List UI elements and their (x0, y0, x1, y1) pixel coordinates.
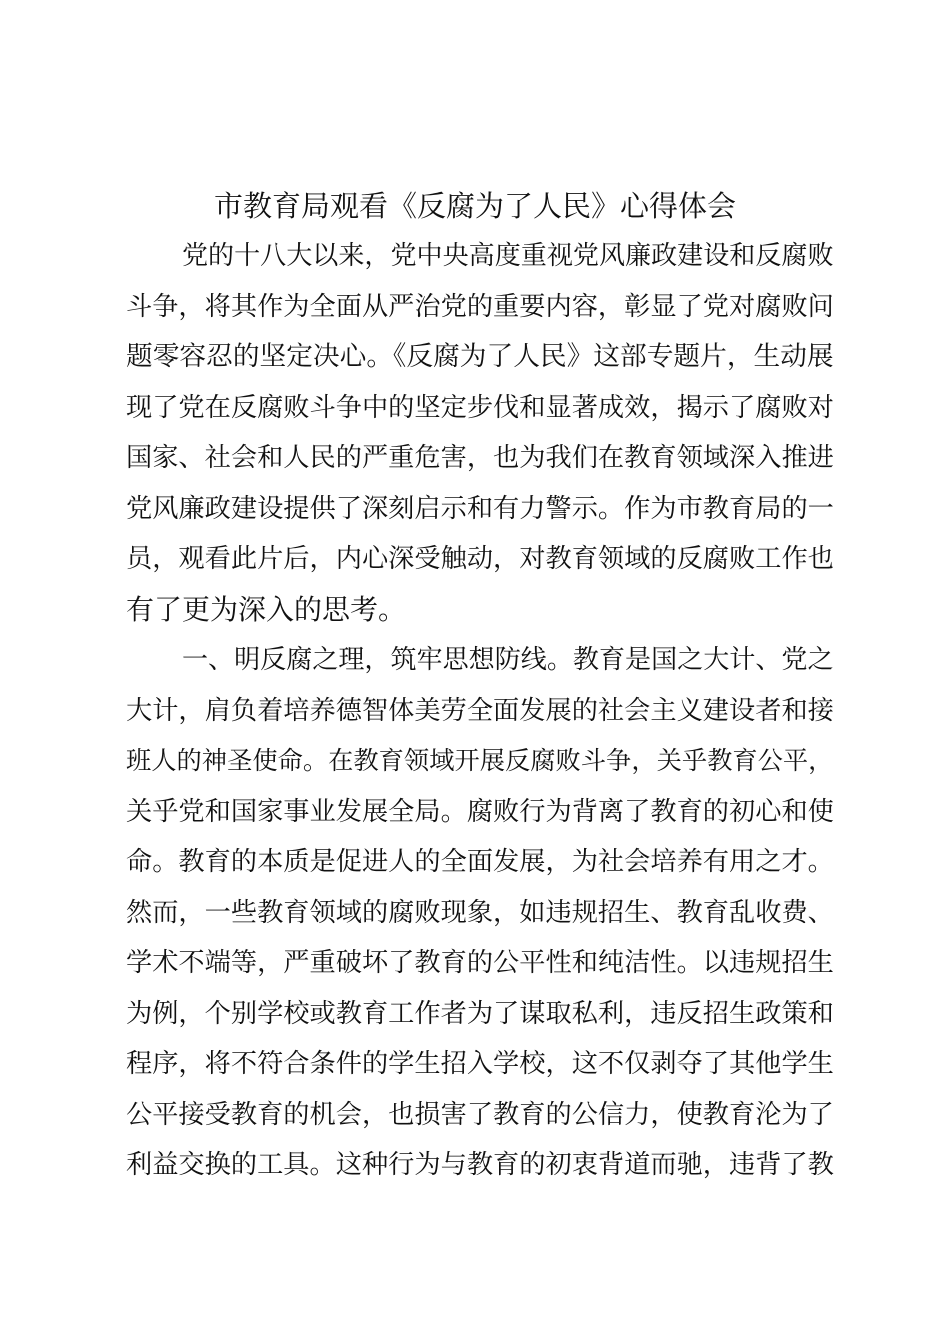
document-title: 市教育局观看《反腐为了人民》心得体会 (213, 189, 736, 223)
paragraph-line: 斗争，将其作为全面从严治党的重要内容，彰显了党对腐败问 (126, 291, 834, 322)
paragraph-line: 一、明反腐之理，筑牢思想防线。教育是国之大计、党之 (182, 645, 834, 675)
paragraph-line: 党的十八大以来，党中央高度重视党风廉政建设和反腐败 (182, 241, 834, 271)
paragraph-line: 有了更为深入的思考。 (126, 592, 407, 626)
paragraph-line: 大计，肩负着培养德智体美劳全面发展的社会主义建设者和接 (126, 695, 834, 726)
paragraph-line: 国家、社会和人民的严重危害，也为我们在教育领域深入推进 (126, 443, 834, 473)
paragraph-line: 然而，一些教育领域的腐败现象，如违规招生、教育乱收费、 (126, 897, 834, 928)
paragraph-line: 关乎党和国家事业发展全局。腐败行为背离了教育的初心和使 (126, 796, 834, 827)
paragraph-line: 学术不端等，严重破坏了教育的公平性和纯洁性。以违规招生 (126, 948, 834, 978)
paragraph-line: 程序，将不符合条件的学生招入学校，这不仅剥夺了其他学生 (126, 1049, 834, 1079)
paragraph-line: 题零容忍的坚定决心。《反腐为了人民》这部专题片，生动展 (126, 341, 834, 372)
paragraph-line: 为例，个别学校或教育工作者为了谋取私利，违反招生政策和 (126, 998, 834, 1029)
paragraph-line: 公平接受教育的机会，也损害了教育的公信力，使教育沦为了 (126, 1099, 834, 1130)
paragraph-line: 班人的神圣使命。在教育领域开展反腐败斗争，关乎教育公平， (126, 746, 834, 775)
document-body (126, 231, 834, 1191)
paragraph-line: 员，观看此片后，内心深受触动，对教育领域的反腐败工作也 (126, 544, 834, 574)
paragraph-line: 利益交换的工具。这种行为与教育的初衷背道而驰，违背了教 (126, 1150, 834, 1180)
paragraph-line: 现了党在反腐败斗争中的坚定步伐和显著成效，揭示了腐败对 (126, 392, 834, 423)
paragraph-line: 党风廉政建设提供了深刻启示和有力警示。作为市教育局的一 (126, 493, 834, 524)
paragraph-line: 命。教育的本质是促进人的全面发展，为社会培养有用之才。 (126, 847, 834, 877)
